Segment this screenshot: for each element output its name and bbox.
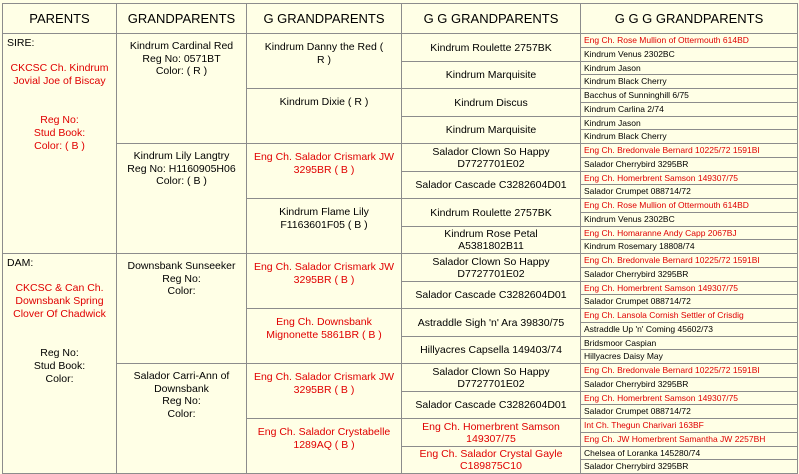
g-grandparent-text: Mignonette 5861BR ( B ) [266, 328, 382, 341]
gg-grandparent-text: 149307/75 [466, 432, 516, 445]
sire-label: SIRE: [7, 37, 35, 49]
grandparent-text: Color: ( R ) [155, 65, 208, 77]
gg-grandparent-text: Salador Clown So Happy [432, 365, 550, 378]
ggg-grandparent-text: Eng Ch. Bredonvale Bernard 10225/72 1591BI [584, 365, 760, 375]
ggg-grandparent-cell [580, 129, 798, 144]
ggg-grandparent-cell [580, 459, 798, 474]
gg-grandparent-text: Kindrum Roulette 2757BK [430, 41, 552, 54]
g-grandparent-cell [246, 198, 402, 254]
ggg-grandparent-cell [580, 253, 798, 268]
gg-grandparent-text: D7727701E02 [457, 377, 525, 390]
dam-color: Color: [45, 373, 74, 385]
ggg-grandparent-text: Kindrum Venus 2302BC [584, 214, 675, 224]
ggg-grandparent-text: Salador Cherrybird 3295BR [584, 461, 689, 471]
g-grandparent-cell [246, 33, 402, 89]
grandparent-cell [116, 33, 247, 144]
gg-grandparent-cell [401, 171, 581, 199]
gg-grandparent-cell [401, 61, 581, 89]
ggg-grandparent-cell [580, 391, 798, 405]
gg-grandparent-cell [401, 336, 581, 364]
ggg-grandparent-text: Kindrum Black Cherry [584, 131, 667, 141]
ggg-grandparent-text: Kindrum Carlina 2/74 [584, 104, 664, 114]
header-ggg-grandparents [580, 3, 798, 34]
ggg-grandparent-text: Eng Ch. Lansola Cornish Settler of Crisdig [584, 310, 744, 320]
g-grandparent-cell [246, 143, 402, 199]
gg-grandparent-text: Kindrum Marquisite [445, 69, 537, 81]
header-gg-grandparents-label: G G GRANDPARENTS [423, 11, 559, 26]
gg-grandparent-text: D7727701E02 [457, 157, 525, 170]
grandparent-text: Color: [167, 285, 196, 297]
header-g-grandparents-label: G GRANDPARENTS [263, 11, 385, 26]
ggg-grandparent-cell [580, 33, 798, 48]
ggg-grandparent-cell [580, 61, 798, 75]
ggg-grandparent-text: Eng Ch. Bredonvale Bernard 10225/72 1591BI [584, 255, 760, 265]
gg-grandparent-cell [401, 281, 581, 309]
gg-grandparent-text: Astraddle Sigh 'n' Ara 39830/75 [417, 316, 565, 329]
ggg-grandparent-text: Salador Cherrybird 3295BR [584, 379, 689, 389]
g-grandparent-text: Eng Ch. Salador Crismark JW [253, 151, 395, 163]
ggg-grandparent-cell [580, 198, 798, 213]
g-grandparent-cell [246, 253, 402, 309]
ggg-grandparent-text: Eng Ch. Homerbrent Samson 149307/75 [584, 282, 739, 293]
gg-grandparent-text: Hillyacres Capsella 149403/74 [420, 344, 562, 356]
ggg-grandparent-cell [580, 404, 798, 419]
ggg-grandparent-cell [580, 226, 798, 240]
sire-stud: Stud Book: [33, 127, 86, 139]
ggg-grandparent-text: Kindrum Black Cherry [584, 76, 667, 86]
ggg-grandparent-text: Salador Crumpet 088714/72 [584, 406, 691, 416]
ggg-grandparent-text: Hillyacres Daisy May [584, 351, 663, 361]
sire-cell [2, 33, 117, 254]
gg-grandparent-text: C189875C10 [460, 460, 522, 472]
g-grandparent-text: Eng Ch. Salador Crismark JW [253, 261, 395, 273]
dam-name: Downsbank Spring [15, 295, 104, 307]
gg-grandparent-text: D7727701E02 [457, 267, 525, 280]
g-grandparent-cell [246, 363, 402, 419]
grandparent-text: Color: [167, 407, 196, 420]
ggg-grandparent-text: Kindrum Venus 2302BC [584, 49, 675, 59]
gg-grandparent-text: A5381802B11 [458, 240, 524, 252]
ggg-grandparent-text: Eng Ch. Homaranne Andy Capp 2067BJ [584, 227, 737, 238]
dam-name: CKCSC & Can Ch. [15, 282, 104, 294]
ggg-grandparent-text: Eng Ch. Homerbrent Samson 149307/75 [584, 172, 739, 183]
ggg-grandparent-cell [580, 322, 798, 337]
ggg-grandparent-text: Bridsmoor Caspian [584, 337, 657, 348]
grandparent-cell [116, 253, 247, 364]
ggg-grandparent-cell [580, 74, 798, 89]
ggg-grandparent-cell [580, 308, 798, 323]
ggg-grandparent-cell [580, 267, 798, 282]
gg-grandparent-cell [401, 226, 581, 254]
ggg-grandparent-cell [580, 212, 798, 227]
header-parents [2, 3, 117, 34]
gg-grandparent-cell [401, 143, 581, 172]
gg-grandparent-cell [401, 308, 581, 337]
grandparent-text: Reg No: 0571BT [142, 52, 221, 65]
g-grandparent-text: F1163601F05 ( B ) [280, 218, 368, 231]
ggg-grandparent-cell [580, 143, 798, 158]
gg-grandparent-text: Eng Ch. Homerbrent Samson [422, 420, 560, 433]
header-grandparents-label: GRANDPARENTS [127, 11, 236, 26]
grandparent-text: Salador Carri-Ann of [133, 370, 230, 382]
ggg-grandparent-text: Salador Cherrybird 3295BR [584, 159, 689, 169]
ggg-grandparent-text: Kindrum Jason [584, 117, 641, 128]
gg-grandparent-cell [401, 116, 581, 144]
gg-grandparent-cell [401, 363, 581, 392]
g-grandparent-cell [246, 88, 402, 144]
ggg-grandparent-cell [580, 47, 798, 62]
ggg-grandparent-text: Eng Ch. Rose Mullion of Ottermouth 614BD [584, 200, 749, 210]
ggg-grandparent-text: Int Ch. Thegun Charivari 163BF [584, 420, 704, 430]
gg-grandparent-cell [401, 391, 581, 419]
gg-grandparent-cell [401, 446, 581, 474]
grandparent-text: Reg No: [162, 272, 201, 285]
grandparent-text: Downsbank [154, 382, 209, 395]
ggg-grandparent-cell [580, 294, 798, 309]
sire-name: CKCSC Ch. Kindrum [10, 62, 109, 74]
ggg-grandparent-cell [580, 116, 798, 130]
gg-grandparent-cell [401, 198, 581, 227]
ggg-grandparent-cell [580, 171, 798, 185]
g-grandparent-text: 1289AQ ( B ) [293, 438, 355, 451]
gg-grandparent-text: Kindrum Rose Petal [444, 228, 538, 240]
gg-grandparent-cell [401, 418, 581, 447]
gg-grandparent-text: Eng Ch. Salador Crystal Gayle [419, 448, 563, 460]
g-grandparent-text: Eng Ch. Salador Crismark JW [253, 371, 395, 383]
sire-name: Jovial Joe of Biscay [13, 75, 106, 87]
g-grandparent-text: Kindrum Flame Lily [279, 206, 369, 218]
gg-grandparent-text: Salador Clown So Happy [432, 145, 550, 158]
sire-reg: Reg No: [40, 114, 79, 126]
ggg-grandparent-cell [580, 184, 798, 199]
grandparent-text: Kindrum Lily Langtry [133, 150, 230, 162]
g-grandparent-text: Kindrum Dixie ( R ) [279, 96, 369, 108]
ggg-grandparent-text: Salador Crumpet 088714/72 [584, 186, 691, 196]
ggg-grandparent-cell [580, 446, 798, 460]
grandparent-text: Reg No: [162, 395, 201, 407]
gg-grandparent-text: Salador Clown So Happy [432, 255, 550, 268]
ggg-grandparent-text: Eng Ch. Homerbrent Samson 149307/75 [584, 392, 739, 403]
ggg-grandparent-cell [580, 102, 798, 117]
grandparent-text: Color: ( B ) [156, 175, 207, 187]
gg-grandparent-text: Salador Cascade C3282604D01 [415, 289, 567, 301]
ggg-grandparent-text: Kindrum Rosemary 18808/74 [584, 241, 695, 251]
ggg-grandparent-text: Eng Ch. Rose Mullion of Ottermouth 614BD [584, 35, 749, 45]
ggg-grandparent-cell [580, 88, 798, 103]
g-grandparent-cell [246, 308, 402, 364]
ggg-grandparent-cell [580, 239, 798, 254]
ggg-grandparent-text: Salador Crumpet 088714/72 [584, 296, 691, 306]
gg-grandparent-text: Salador Cascade C3282604D01 [415, 179, 567, 191]
gg-grandparent-text: Kindrum Discus [454, 96, 528, 109]
grandparent-text: Downsbank Sunseeker [127, 260, 236, 272]
header-parents-label: PARENTS [29, 11, 90, 26]
ggg-grandparent-cell [580, 281, 798, 295]
header-ggg-grandparents-label: G G G GRANDPARENTS [614, 11, 764, 26]
ggg-grandparent-text: Bacchus of Sunninghill 6/75 [584, 90, 689, 100]
gg-grandparent-text: Kindrum Roulette 2757BK [430, 206, 552, 219]
ggg-grandparent-cell [580, 418, 798, 433]
dam-label: DAM: [7, 257, 34, 269]
gg-grandparent-text: Salador Cascade C3282604D01 [415, 399, 567, 411]
g-grandparent-text: 3295BR ( B ) [293, 383, 355, 396]
gg-grandparent-cell [401, 88, 581, 117]
gg-grandparent-cell [401, 253, 581, 282]
dam-reg: Reg No: [40, 347, 79, 359]
g-grandparent-text: 3295BR ( B ) [293, 273, 355, 286]
g-grandparent-text: Eng Ch. Downsbank [276, 316, 372, 328]
ggg-grandparent-text: Kindrum Jason [584, 62, 641, 73]
g-grandparent-text: R ) [317, 53, 331, 66]
ggg-grandparent-text: Eng Ch. Bredonvale Bernard 10225/72 1591BI [584, 145, 760, 155]
g-grandparent-text: 3295BR ( B ) [293, 163, 355, 176]
ggg-grandparent-text: Eng Ch. JW Homerbrent Samantha JW 2257BH [584, 434, 766, 444]
ggg-grandparent-cell [580, 432, 798, 447]
ggg-grandparent-text: Chelsea of Loranka 145280/74 [584, 447, 701, 458]
grandparent-cell [116, 363, 247, 474]
header-grandparents [116, 3, 247, 34]
ggg-grandparent-cell [580, 363, 798, 378]
ggg-grandparent-cell [580, 377, 798, 392]
gg-grandparent-text: Kindrum Marquisite [445, 124, 537, 136]
dam-stud: Stud Book: [33, 360, 86, 372]
g-grandparent-text: Kindrum Danny the Red ( [264, 41, 384, 53]
header-gg-grandparents [401, 3, 581, 34]
grandparent-text: Reg No: H1160905H06 [127, 162, 236, 175]
sire-color: Color: ( B ) [34, 140, 85, 152]
g-grandparent-cell [246, 418, 402, 474]
ggg-grandparent-cell [580, 349, 798, 364]
grandparent-text: Kindrum Cardinal Red [129, 40, 234, 52]
dam-cell [2, 253, 117, 474]
ggg-grandparent-text: Salador Cherrybird 3295BR [584, 269, 689, 279]
grandparent-cell [116, 143, 247, 254]
ggg-grandparent-cell [580, 157, 798, 172]
ggg-grandparent-cell [580, 336, 798, 350]
gg-grandparent-cell [401, 33, 581, 62]
dam-name: Clover Of Chadwick [13, 308, 106, 320]
ggg-grandparent-text: Astraddle Up 'n' Coming 45602/73 [584, 324, 713, 334]
g-grandparent-text: Eng Ch. Salador Crystabelle [257, 426, 391, 438]
header-g-grandparents [246, 3, 402, 34]
